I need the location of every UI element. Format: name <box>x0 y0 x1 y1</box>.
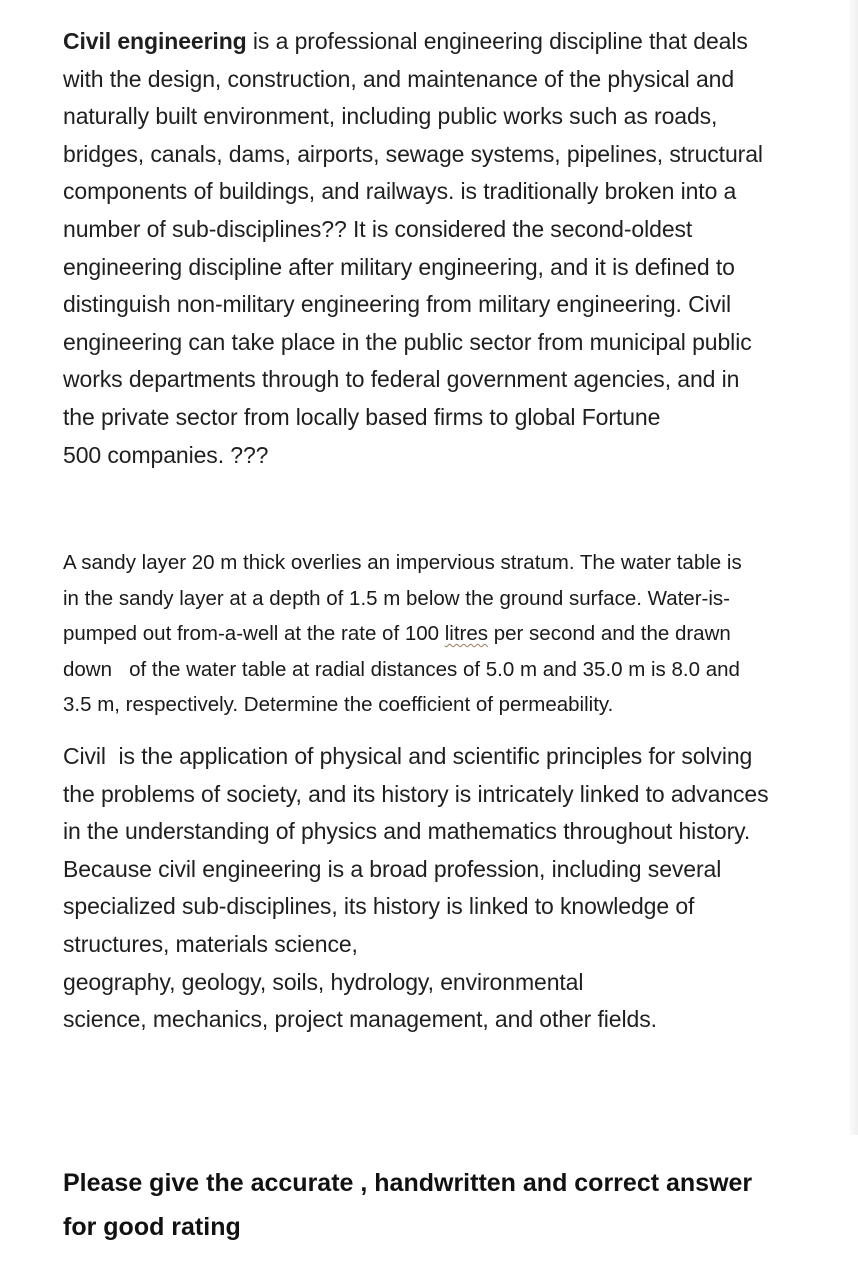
term-civil-engineering: Civil engineering <box>63 28 247 54</box>
paragraph-line: Because civil engineering is a broad profession, including several <box>63 855 722 882</box>
problem-line-text: pumped out from-a-well at the rate of 100 <box>63 622 445 645</box>
civil-history-paragraph <box>63 738 808 1039</box>
problem-line: A sandy layer 20 m thick overlies an impervious stratum. The water table is <box>63 551 742 574</box>
request-line: for good rating <box>63 1213 241 1241</box>
paragraph-line: geography, geology, soils, hydrology, environmental <box>63 968 584 995</box>
paragraph-line: the private sector from locally based firms to global Fortune <box>63 403 661 430</box>
problem-line: in the sandy layer at a depth of 1.5 m below the ground surface. Water-is- <box>63 586 730 610</box>
paragraph-line <box>63 23 808 61</box>
paragraph-line: engineering discipline after military engineering, and it is defined to <box>63 253 735 280</box>
spellcheck-flagged-word: litres <box>444 622 489 645</box>
paragraph-line-text: is a professional engineering discipline that deals <box>246 28 748 54</box>
paragraph-line: engineering can take place in the public sector from municipal public <box>63 328 752 355</box>
paragraph-line: components of buildings, and railways. is traditionally broken into a <box>63 178 737 205</box>
civil-engineering-paragraph <box>63 23 808 474</box>
answer-request-note <box>63 1161 808 1249</box>
paragraph-line: science, mechanics, project management, and other fields. <box>63 1006 657 1033</box>
paragraph-line: specialized sub-disciplines, its history is linked to knowledge of <box>63 893 695 920</box>
paragraph-line: number of sub-disciplines?? It is considered the second-oldest <box>63 215 693 242</box>
problem-line: down of the water table at radial distances of 5.0 m and 35.0 m is 8.0 and <box>63 657 740 681</box>
problem-line: 3.5 m, respectively. Determine the coefficient of permeability. <box>63 693 614 716</box>
permeability-problem-statement <box>63 545 808 723</box>
paragraph-line: bridges, canals, dams, airports, sewage systems, pipelines, structural <box>63 140 763 167</box>
paragraph-line: the problems of society, and its history is intricately linked to advances <box>63 780 769 807</box>
paragraph-line: Civil is the application of physical and scientific principles for solving <box>63 743 753 769</box>
paragraph-line: structures, materials science, <box>63 930 358 957</box>
page-edge-shadow <box>850 0 858 1135</box>
paragraph-line: in the understanding of physics and mathematics throughout history. <box>63 818 751 845</box>
paragraph-line: works departments through to federal government agencies, and in <box>63 366 740 393</box>
paragraph-line: with the design, construction, and maintenance of the physical and <box>63 65 735 92</box>
paragraph-line: 500 companies. ??? <box>63 441 269 468</box>
paragraph-line: naturally built environment, including public works such as roads, <box>63 103 718 130</box>
problem-line <box>63 616 808 652</box>
paragraph-line: distinguish non-military engineering from military engineering. Civil <box>63 291 732 318</box>
problem-line-text: per second and the drawn <box>488 622 731 645</box>
request-line: Please give the accurate , handwritten and correct answer <box>63 1169 753 1197</box>
